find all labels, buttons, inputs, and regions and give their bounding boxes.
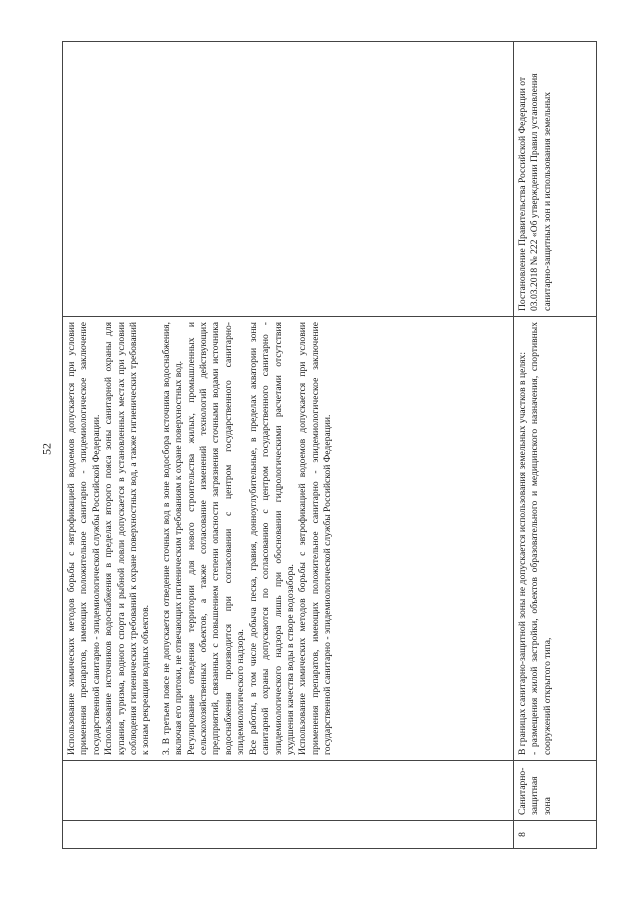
row-number-cell: 8 — [514, 821, 597, 849]
restrictions-cell — [63, 317, 514, 761]
zone-name-cell: Санитарно-защитная зона — [514, 761, 597, 821]
legal-basis-cell — [63, 42, 514, 317]
paragraph-gap — [153, 322, 161, 755]
paragraph: Использование источников водоснабжения в пределах второго пояса зоны санитарной охраны для купания, туризма, водного спорта и рыбной ловли допускается в установленных местах при условии соблюдения гигиенических требований к охране поверхностных вод, а также гигиенических требований к зонам рекреации водных объектов. — [103, 322, 152, 755]
row-number-cell — [63, 821, 514, 849]
table-row — [63, 42, 514, 849]
legal-basis-cell: Постановление Правительства Российской Федерации от 03.03.2018 № 222 «Об утверждении Правил установления санитарно-защитных зон и использования земельных — [514, 42, 597, 317]
page-number: 52 — [39, 443, 54, 455]
paragraph: - размещения жилой застройки, объектов образовательного и медицинского назначения, спортивных сооружений открытого типа, — [529, 322, 553, 755]
paragraph: Использование химических методов борьбы с эвтрофикацией водоемов допускается при условии применения препаратов, имеющих положительное санитарно - эпидемиологическое заключение государственной санитарно - эпидемиологической службы Российской Федерации. — [297, 322, 334, 755]
paragraph: В границах санитарно-защитной зоны не допускается использования земельных участков в целях: — [517, 352, 528, 755]
paragraph: Использование химических методов борьбы с эвтрофикацией водоемов допускается при условии применения препаратов, имеющих положительное санитарно - эпидемиологическое заключение государственной санитарно - эпидемиологической службы Российской Федерации. — [66, 322, 102, 755]
table-row — [514, 42, 597, 849]
rotated-table-wrapper — [62, 42, 596, 849]
paragraph: Все работы, в том числе добыча песка, гравия, донноуглубительные, в пределах акватории зоны санитарной охраны допускаются по согласованию с центром государственного санитарно - эпидемиологического надзора лишь при обосновании гидрологическими расчетами отсутствия ухудшения качества воды в створе водозабора. — [247, 322, 296, 755]
paragraph: 3. В третьем поясе не допускается отведение сточных вод в зоне водосбора источника водоснабжения, включая его притоки, не отвечающих гигиеническим требованиям к охране поверхностных вод. — [160, 322, 185, 755]
restrictions-cell — [514, 317, 597, 761]
paragraph: Регулирование отведения территории для нового строительства жилых, промышленных и сельскохозяйственных объектов, а также согласование изменений технологий действующих предприятий, связанных с повышением степени опасности загрязнения сточными водами источника водоснабжения производится при согласовании с центром государственного санитарно-эпидемиологического надзора. — [185, 322, 247, 755]
zones-table — [62, 41, 597, 849]
zone-name-cell — [63, 761, 514, 821]
